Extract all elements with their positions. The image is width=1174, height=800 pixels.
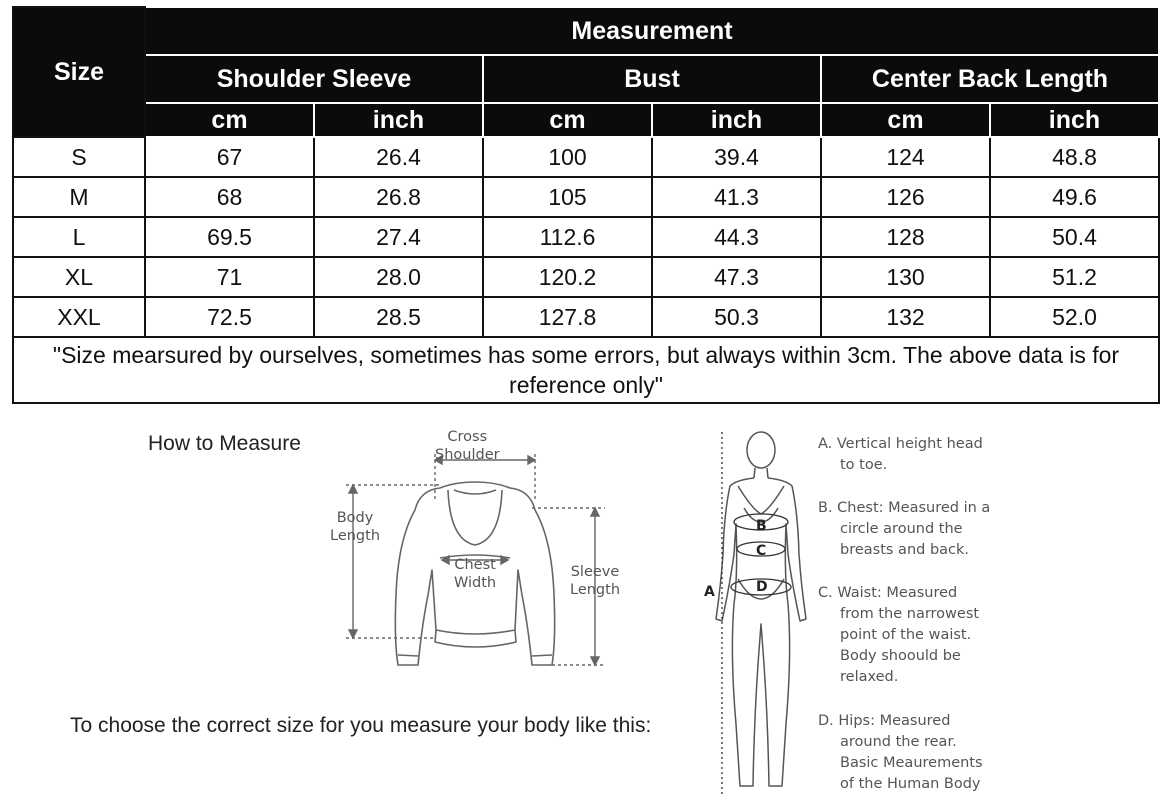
value-cell: 130 <box>821 257 990 297</box>
size-chart-table <box>12 6 1160 398</box>
body-letter-c: C <box>756 543 767 559</box>
group-header-shoulder-sleeve: Shoulder Sleeve <box>145 55 483 103</box>
value-cell: 41.3 <box>652 177 821 217</box>
size-cell: S <box>13 137 145 177</box>
value-cell: 26.8 <box>314 177 483 217</box>
size-cell: XL <box>13 257 145 297</box>
unit-header: cm <box>145 103 314 137</box>
measurement-header: Measurement <box>145 7 1159 55</box>
unit-header: inch <box>990 103 1159 137</box>
table-row <box>13 217 1159 257</box>
body-letter-d: D <box>756 579 768 595</box>
value-cell: 28.5 <box>314 297 483 337</box>
value-cell: 127.8 <box>483 297 652 337</box>
chest-width-label: Chest Width <box>454 557 497 591</box>
table-row <box>13 297 1159 337</box>
legend-a: A. Vertical height head to toe. <box>818 436 983 473</box>
value-cell: 39.4 <box>652 137 821 177</box>
unit-header: cm <box>821 103 990 137</box>
value-cell: 132 <box>821 297 990 337</box>
value-cell: 51.2 <box>990 257 1159 297</box>
value-cell: 72.5 <box>145 297 314 337</box>
value-cell: 67 <box>145 137 314 177</box>
table-row <box>13 177 1159 217</box>
unit-header: cm <box>483 103 652 137</box>
value-cell: 124 <box>821 137 990 177</box>
body-length-label: Body Length <box>330 510 381 544</box>
value-cell: 68 <box>145 177 314 217</box>
group-header-center-back-length: Center Back Length <box>821 55 1159 103</box>
value-cell: 48.8 <box>990 137 1159 177</box>
sleeve-length-label: Sleeve Length <box>570 564 621 598</box>
value-cell: 52.0 <box>990 297 1159 337</box>
size-cell: M <box>13 177 145 217</box>
table-row <box>13 257 1159 297</box>
value-cell: 44.3 <box>652 217 821 257</box>
size-cell: XXL <box>13 297 145 337</box>
unit-header: inch <box>652 103 821 137</box>
legend-b: B. Chest: Measured in a circle around the breasts and back. <box>818 500 991 558</box>
size-header: Size <box>13 7 145 137</box>
value-cell: 26.4 <box>314 137 483 177</box>
how-to-measure-title: How to Measure <box>148 432 301 455</box>
value-cell: 71 <box>145 257 314 297</box>
group-header-bust: Bust <box>483 55 821 103</box>
legend-d: D. Hips: Measured around the rear. Basic Meaurements of the Human Body <box>818 713 983 792</box>
body-figure-diagram <box>696 424 816 800</box>
legend-c: C. Waist: Measured from the narrowest point of the waist. Body shoould be relaxed. <box>818 585 980 685</box>
value-cell: 100 <box>483 137 652 177</box>
size-disclaimer-note: "Size mearsured by ourselves, sometimes has some errors, but always within 3cm. The above data is for reference only" <box>13 337 1159 403</box>
value-cell: 120.2 <box>483 257 652 297</box>
value-cell: 27.4 <box>314 217 483 257</box>
measure-instruction-text: To choose the correct size for you measure your body like this: <box>70 714 652 737</box>
value-cell: 112.6 <box>483 217 652 257</box>
value-cell: 105 <box>483 177 652 217</box>
value-cell: 128 <box>821 217 990 257</box>
body-letter-b: B <box>756 518 767 534</box>
table-row <box>13 137 1159 177</box>
value-cell: 50.4 <box>990 217 1159 257</box>
cross-shoulder-label: Cross Shoulder <box>435 429 500 463</box>
value-cell: 69.5 <box>145 217 314 257</box>
unit-header: inch <box>314 103 483 137</box>
value-cell: 28.0 <box>314 257 483 297</box>
value-cell: 49.6 <box>990 177 1159 217</box>
size-cell: L <box>13 217 145 257</box>
value-cell: 50.3 <box>652 297 821 337</box>
body-letter-a: A <box>704 584 715 600</box>
value-cell: 126 <box>821 177 990 217</box>
value-cell: 47.3 <box>652 257 821 297</box>
